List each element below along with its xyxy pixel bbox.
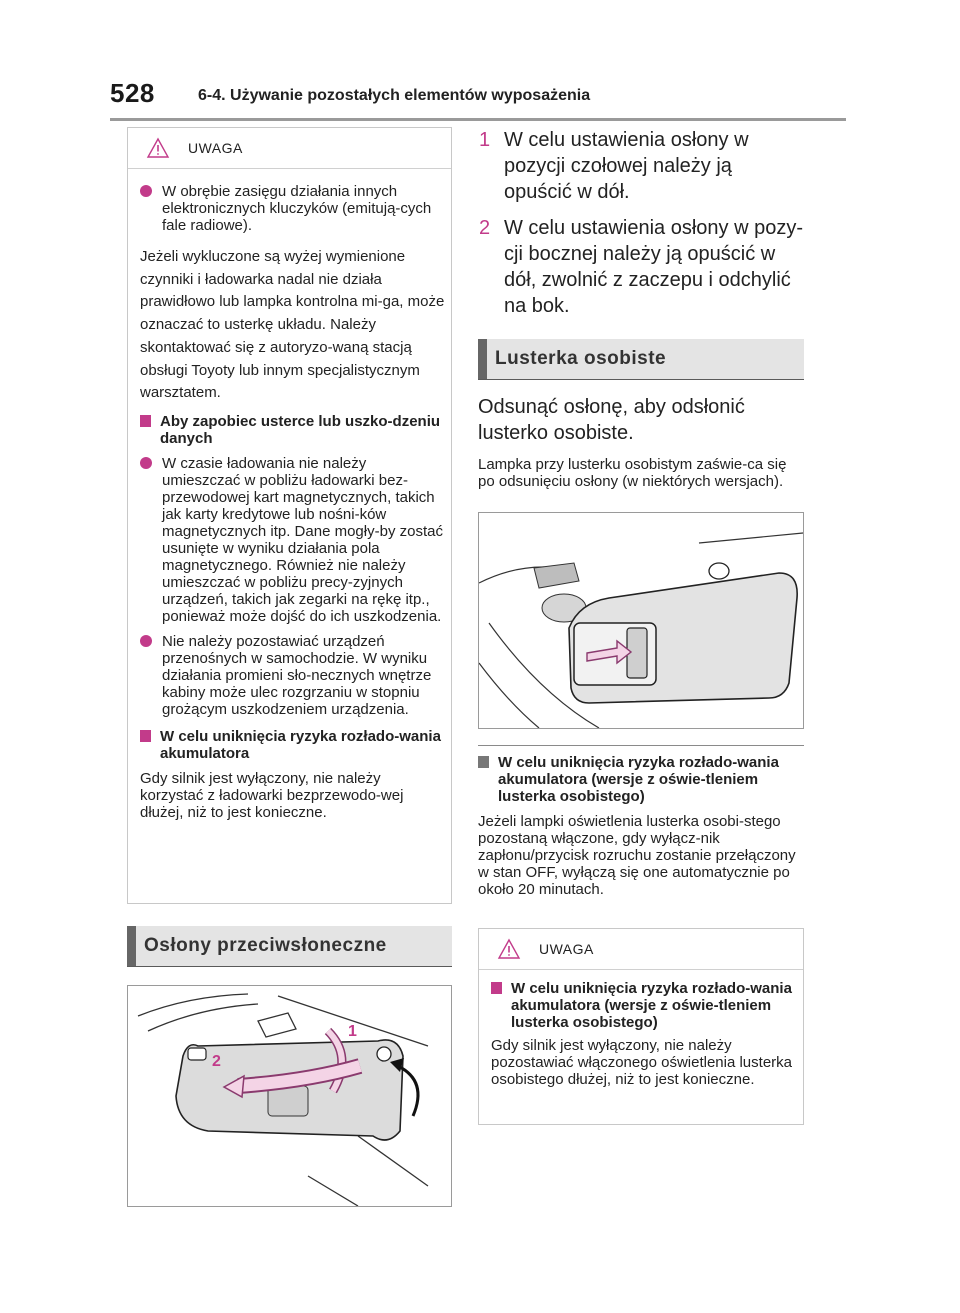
- step-number: 1: [479, 129, 491, 151]
- warning-box: [127, 127, 452, 904]
- warning-paragraph: Gdy silnik jest wyłączony, nie należy pozostawiać włączonego oświetlenia lusterka osobistego dłużej, niż to jest konieczne.: [491, 1037, 792, 1088]
- step-2: [478, 215, 804, 319]
- warning-triangle-icon: [497, 938, 521, 960]
- page-header: [110, 78, 846, 122]
- warning-body: [479, 970, 803, 1100]
- bullet-text: W czasie ładowania nie należy umieszczać w pobliżu ładowarki bez-przewodowej kart magnetycznych, takich jak karty kredytowe lub nośni-ków magnetycznych itp. Dane mogły-by zostać usunięte w wyniku działania pola magnetycznego. Również nie należy umieszczać w pobliżu precy-zyjnych urządzeń, takich jak zegarki na rękę itp., ponieważ może dojść do ich uszkodzenia.: [162, 454, 443, 625]
- square-marker: [140, 415, 151, 427]
- warning-triangle-icon: [146, 137, 170, 159]
- warning-header: [128, 128, 451, 169]
- section-heading-text: Lusterka osobiste: [495, 348, 667, 369]
- figure-label-1: 1: [348, 1023, 357, 1040]
- mirror-intro: Odsunąć osłonę, aby odsłonić lusterko osobiste.: [478, 396, 745, 444]
- warning-box: [478, 928, 804, 1125]
- heading-bar-accent: [478, 339, 487, 379]
- subheading: [491, 980, 798, 1031]
- warning-paragraph: Gdy silnik jest wyłączony, nie należy korzystać z ładowarki bezprzewodo-wej dłużej, niż to jest konieczne.: [140, 769, 404, 821]
- subheading-text: W celu uniknięcia ryzyka rozłado-wania akumulatora (wersje z oświe-tleniem lusterka osobistego): [511, 980, 792, 1031]
- warning-title: UWAGA: [539, 941, 594, 957]
- right-column: [478, 127, 804, 1125]
- sun-visor-figure: [128, 986, 451, 1206]
- section-heading-text: Osłony przeciwsłoneczne: [144, 935, 387, 956]
- section-heading-mirrors: [478, 339, 804, 380]
- visor-illustration: [127, 985, 452, 1207]
- square-marker: [140, 730, 151, 742]
- section-divider: [478, 745, 804, 746]
- list-item: [140, 633, 446, 718]
- section-title: 6-4. Używanie pozostałych elementów wyposażenia: [198, 87, 591, 104]
- subheading: [140, 413, 446, 447]
- warning-body: [128, 169, 451, 833]
- square-marker: [478, 756, 489, 768]
- header-rule: [110, 118, 846, 121]
- page-number: 528: [110, 78, 155, 108]
- step-number: 2: [479, 217, 491, 239]
- list-item: [140, 455, 446, 625]
- bullet-dot: [140, 457, 152, 469]
- mirror-illustration: [478, 512, 804, 729]
- mirror-note: Lampka przy lusterku osobistym zaświe-ca się po odsunięciu osłony (w niektórych wersjach).: [478, 456, 787, 490]
- left-column: [127, 127, 452, 1207]
- bullet-text: W obrębie zasięgu działania innych elektronicznych kluczyków (emitują-cych fale radiowe).: [162, 183, 432, 234]
- bullet-dot: [140, 635, 152, 647]
- step-text: W celu ustawienia osłony w pozy-cji bocznej należy ją opuścić w dół, zwolnić z zaczepu i odchylić na bok.: [504, 217, 804, 317]
- subheading-text: W celu uniknięcia ryzyka rozłado-wania akumulatora (wersje z oświe-tleniem lusterka osobistego): [498, 754, 779, 805]
- section-heading-visors: [127, 926, 452, 967]
- subheading-text: W celu uniknięcia ryzyka rozłado-wania akumulatora: [160, 727, 441, 762]
- heading-bar-accent: [127, 926, 136, 966]
- mirror-paragraph: Jeżeli lampki oświetlenia lusterka osobi-stego pozostaną włączone, gdy wyłącz-nik zapłonu/przycisk rozruchu zostanie przełączony w stan OFF, wyłączą się one automatycznie po około 20 minutach.: [478, 813, 796, 898]
- warning-header: [479, 929, 803, 970]
- subheading: [140, 728, 446, 762]
- step-1: [478, 127, 804, 205]
- warning-paragraph: Jeżeli wykluczone są wyżej wymienione czynniki i ładowarka nadal nie działa prawidłowo lub lampka kontrolna mi-ga, może oznaczać to usterkę układu. Należy skontaktować się z autoryzo-waną stacją obsługi Toyoty lub innym specjalistycznym warsztatem.: [140, 248, 445, 402]
- figure-label-2: 2: [212, 1053, 221, 1070]
- warning-title: UWAGA: [188, 140, 243, 156]
- subheading-text: Aby zapobiec usterce lub uszko-dzeniu danych: [160, 412, 441, 447]
- bullet-dot: [140, 185, 152, 197]
- subheading: [478, 754, 804, 805]
- vanity-mirror-figure: [479, 513, 803, 728]
- step-text: W celu ustawienia osłony w pozycji czołowej należy ją opuścić w dół.: [504, 129, 749, 203]
- list-item: [140, 183, 446, 234]
- square-marker: [491, 982, 502, 994]
- bullet-text: Nie należy pozostawiać urządzeń przenośnych w samochodzie. W wyniku działania promieni sło-necznych wnętrze kabiny może ulec rozgrzaniu w stopniu grożącym uszkodzeniem urządzenia.: [162, 632, 432, 718]
